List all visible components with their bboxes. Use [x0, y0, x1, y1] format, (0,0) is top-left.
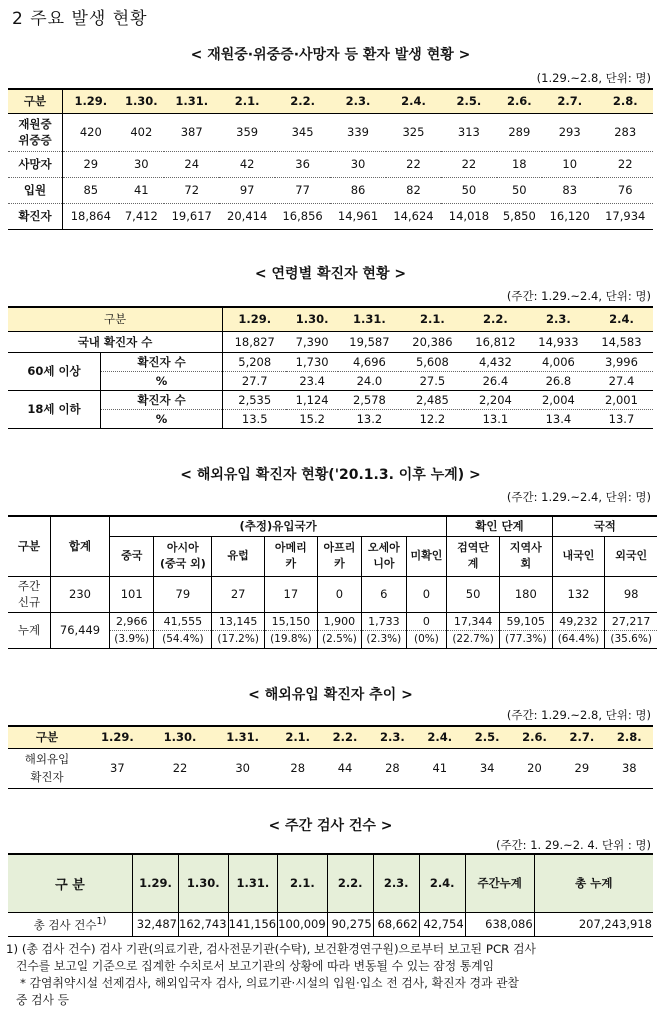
value-cell: 50 [441, 177, 496, 203]
row-label: 국내 확진자 수 [8, 331, 223, 352]
header-cell: 총 누계 [534, 854, 653, 912]
footnotes [6, 941, 536, 1009]
value-cell: 1,730 [286, 352, 338, 371]
value-cell: (2.3%) [362, 630, 406, 648]
value-cell: 79 [154, 576, 212, 612]
footnote-line-1: 1) (총 검사 건수) 검사 기관(의료기관, 검사전문기관(수탁), 보건환경연구원)으로부터 보고된 PCR 검사 [6, 942, 536, 956]
value-cell: 14,583 [590, 331, 653, 352]
value-cell: 17,934 [605, 209, 646, 223]
row-label: 해외유입 확진자 [24, 752, 70, 784]
value-cell: 100,009 [278, 912, 328, 936]
table4-unit: (주간: 1.29.~2.8, 단위: 명) [506, 708, 651, 722]
table5-unit: (주간: 1. 29.~2. 4. 단위 : 명) [495, 838, 651, 852]
header-cell: 확인 단계 [447, 516, 552, 536]
header-cell: 2.5. [441, 89, 496, 113]
value-cell: 18 [497, 151, 542, 177]
table-row [8, 748, 653, 788]
row-label: 재원중 위중증 [8, 113, 63, 151]
value-cell: 85 [63, 177, 119, 203]
value-cell: 402 [119, 113, 164, 151]
header-cell: 내국인 [552, 536, 605, 576]
header-cell: 1.30. [286, 307, 338, 331]
domestic-row [8, 331, 653, 352]
value-cell: 32,487 [133, 912, 179, 936]
value-cell: 13.2 [356, 411, 383, 426]
value-cell: 5,208 [223, 352, 287, 371]
value-cell: 17 [265, 576, 318, 612]
value-cell: 207,243,918 [578, 917, 652, 931]
value-cell: 83 [542, 177, 597, 203]
value-cell: 6 [362, 576, 406, 612]
header-cell: 2.3. [369, 726, 416, 748]
row-label: 사망자 [8, 151, 63, 177]
header-cell: 중국 [110, 536, 154, 576]
header-cell: 유럽 [212, 536, 265, 576]
header-cell: 아메리 카 [265, 536, 318, 576]
header-cell: 2.8. [597, 89, 653, 113]
header-cell: 지역사 회 [499, 536, 552, 576]
value-cell: 387 [164, 113, 219, 151]
value-cell: 50 [447, 576, 500, 612]
value-cell: (35.6%) [610, 633, 652, 645]
value-cell: 86 [330, 177, 385, 203]
header-cell: 구 분 [8, 854, 133, 912]
row-label: 주간 신규 [8, 576, 51, 612]
value-cell: (3.9%) [110, 630, 154, 648]
imported-trend-table [8, 725, 653, 789]
header-row-1 [8, 516, 657, 536]
cumulative-row [8, 612, 657, 630]
value-cell: 27.4 [590, 371, 653, 390]
table-row [8, 113, 653, 151]
value-cell: 14,933 [527, 331, 590, 352]
table5-title: < 주간 검사 건수 > [268, 818, 393, 834]
value-cell: 13.1 [482, 411, 509, 426]
value-cell: 59,105 [499, 612, 552, 630]
value-cell: 27.5 [401, 371, 464, 390]
value-cell: 22 [386, 151, 441, 177]
header-cell: 2.3. [373, 854, 419, 912]
value-cell: 82 [386, 177, 441, 203]
value-cell: 1,900 [317, 612, 361, 630]
value-cell: (77.3%) [499, 630, 552, 648]
value-cell: 24 [164, 151, 219, 177]
header-cell: 2.6. [497, 89, 542, 113]
header-cell: 1.31. [164, 89, 219, 113]
value-cell: (2.5%) [317, 630, 361, 648]
value-cell: 72 [164, 177, 219, 203]
value-cell: 12.2 [419, 411, 446, 426]
value-cell: 4,696 [338, 352, 401, 371]
value-cell: 132 [552, 576, 605, 612]
value-cell: 41 [432, 761, 448, 775]
value-cell: 27.7 [223, 371, 287, 390]
value-cell: 1,124 [286, 390, 338, 409]
cases-row [8, 390, 653, 409]
value-cell: 50 [497, 177, 542, 203]
value-cell: 90,275 [327, 912, 373, 936]
value-cell: 289 [497, 113, 542, 151]
header-cell: 구분 [8, 307, 223, 331]
value-cell: 101 [110, 576, 154, 612]
value-cell: 3,996 [590, 352, 653, 371]
header-cell: 2.7. [558, 726, 605, 748]
value-cell: 30 [235, 761, 250, 775]
row-label: 확진자 수 [101, 352, 223, 371]
header-cell: 1.31. [211, 726, 274, 748]
value-cell: 638,086 [465, 912, 534, 936]
value-cell: (17.2%) [212, 630, 265, 648]
table-row [8, 177, 653, 203]
value-cell: 76 [597, 177, 653, 203]
value-cell: 30 [119, 151, 164, 177]
value-cell: 18,827 [223, 331, 287, 352]
table4-title: < 해외유입 확진자 추이 > [248, 687, 413, 703]
header-cell: 주간누계 [465, 854, 534, 912]
value-cell: 5,850 [502, 209, 536, 223]
value-cell: 18,864 [70, 209, 111, 223]
header-cell: 구분 [8, 726, 86, 748]
row-label: 확진자 수 [101, 390, 223, 409]
value-cell: 7,390 [286, 331, 338, 352]
value-cell: 13,145 [212, 612, 265, 630]
value-cell: 0 [317, 576, 361, 612]
header-cell: 아시아 (중국 외) [154, 536, 212, 576]
header-cell: 외국인 [605, 536, 657, 576]
value-cell: 97 [219, 177, 274, 203]
header-cell: 1.30. [179, 854, 229, 912]
value-cell: 2,204 [464, 390, 527, 409]
value-cell: 42,754 [419, 912, 465, 936]
value-cell: 17,344 [447, 612, 500, 630]
value-cell: 22 [441, 151, 496, 177]
header-cell: 1.31. [338, 307, 401, 331]
value-cell: (22.7%) [447, 630, 500, 648]
header-cell: 2.4. [416, 726, 463, 748]
pct-row [8, 371, 653, 390]
header-cell: 2.2. [464, 307, 527, 331]
value-cell: 76,449 [51, 612, 110, 648]
table1-unit: (1.29.~2.8, 단위: 명) [536, 71, 651, 85]
value-cell: 49,232 [552, 612, 605, 630]
value-cell: 19,587 [338, 331, 401, 352]
value-cell: 1,733 [362, 612, 406, 630]
value-cell: 22 [597, 151, 653, 177]
header-cell: 1.29. [133, 854, 179, 912]
value-cell: 42 [219, 151, 274, 177]
header-row [8, 726, 653, 748]
value-cell: 2,578 [338, 390, 401, 409]
header-cell: 2.7. [542, 89, 597, 113]
value-cell: 230 [51, 576, 110, 612]
value-cell: 2,485 [401, 390, 464, 409]
table-row [8, 203, 653, 229]
table2-title: < 연령별 확진자 현황 > [254, 266, 407, 282]
header-cell: 1.29. [223, 307, 287, 331]
value-cell: 359 [219, 113, 274, 151]
header-cell: 검역단 계 [447, 536, 500, 576]
value-cell: 44 [337, 761, 353, 775]
header-cell: 국적 [552, 516, 657, 536]
row-label: 입원 [8, 177, 63, 203]
header-cell: 합계 [51, 516, 110, 576]
value-cell: 420 [63, 113, 119, 151]
value-cell: 16,812 [464, 331, 527, 352]
table1-title: < 재원중·위중증·사망자 등 환자 발생 현황 > [190, 47, 471, 63]
value-cell: 13.7 [608, 411, 635, 426]
value-cell: 2,004 [527, 390, 590, 409]
header-cell: 2.4. [590, 307, 653, 331]
header-row [8, 854, 653, 912]
value-cell: 283 [597, 113, 653, 151]
header-cell: 오세아 니아 [362, 536, 406, 576]
value-cell: 38 [621, 761, 637, 775]
header-cell: 2.4. [419, 854, 465, 912]
value-cell: 325 [386, 113, 441, 151]
header-cell: 1.29. [63, 89, 119, 113]
row-label: 누계 [8, 612, 51, 648]
value-cell: 4,432 [464, 352, 527, 371]
section-heading: 2 주요 발생 현황 [12, 9, 148, 29]
row-label: 확진자 [8, 203, 63, 229]
value-cell: 26.4 [464, 371, 527, 390]
value-cell: 30 [330, 151, 385, 177]
row-label: % [101, 409, 223, 428]
value-cell: 0 [406, 576, 447, 612]
value-cell: 339 [330, 113, 385, 151]
header-cell: 2.3. [330, 89, 385, 113]
footnote-line-2: 건수를 보고일 기준으로 집계한 수치로서 보고기관의 상황에 따라 변동될 수 있는 잠정 통계임 [16, 959, 495, 973]
header-cell: 2.5. [463, 726, 510, 748]
header-cell: 구분 [8, 516, 51, 576]
value-cell: 34 [479, 761, 495, 775]
value-cell: 14,018 [448, 209, 490, 223]
footnote-line-4: 중 검사 등 [16, 993, 70, 1007]
value-cell: 293 [542, 113, 597, 151]
header-cell: 2.1. [401, 307, 464, 331]
header-cell: 1.29. [86, 726, 149, 748]
header-cell: (추정)유입국가 [110, 516, 447, 536]
value-cell: 7,412 [124, 209, 158, 223]
value-cell: 23.4 [286, 371, 338, 390]
value-cell: 10 [542, 151, 597, 177]
value-cell: 13.4 [545, 411, 572, 426]
header-cell: 2.1. [219, 89, 274, 113]
value-cell: 141,156 [228, 912, 278, 936]
value-cell: (54.4%) [154, 630, 212, 648]
value-cell: 2,535 [223, 390, 287, 409]
value-cell: 16,120 [549, 209, 590, 223]
value-cell: 20,386 [401, 331, 464, 352]
weekly-tests-table [8, 853, 653, 937]
value-cell: 15.2 [299, 411, 325, 426]
header-cell: 2.3. [527, 307, 590, 331]
value-cell: 5,608 [401, 352, 464, 371]
header-cell: 2.2. [327, 854, 373, 912]
value-cell: (0%) [406, 630, 447, 648]
value-cell: 41 [119, 177, 164, 203]
value-cell: 15,150 [265, 612, 318, 630]
value-cell: 19,617 [171, 209, 212, 223]
header-row [8, 89, 653, 113]
weekly-row [8, 576, 657, 612]
patient-status-table [8, 88, 653, 230]
value-cell: 180 [499, 576, 552, 612]
value-cell: 2,001 [590, 390, 653, 409]
value-cell: 37 [110, 761, 125, 775]
value-cell: 29 [574, 761, 590, 775]
value-cell: 14,624 [393, 209, 434, 223]
value-cell: 313 [441, 113, 496, 151]
value-cell: 24.0 [338, 371, 401, 390]
cases-row [8, 352, 653, 371]
header-cell: 구분 [8, 89, 63, 113]
value-cell: 77 [275, 177, 330, 203]
header-cell: 1.30. [149, 726, 212, 748]
table2-unit: (주간: 1.29.~2.4, 단위: 명) [506, 289, 651, 303]
value-cell: 41,555 [154, 612, 212, 630]
age-group-table [8, 306, 653, 429]
value-cell: 20,414 [227, 209, 268, 223]
header-cell: 1.31. [228, 854, 278, 912]
header-cell: 2.4. [386, 89, 441, 113]
value-cell: 27 [212, 576, 265, 612]
value-cell: 22 [172, 761, 188, 775]
table-row [8, 912, 653, 936]
value-cell: 28 [385, 761, 400, 775]
value-cell: 162,743 [179, 912, 229, 936]
table3-title: < 해외유입 확진자 현황('20.1.3. 이후 누계) > [180, 467, 481, 483]
value-cell: 4,006 [527, 352, 590, 371]
header-cell: 아프리 카 [317, 536, 361, 576]
value-cell: 28 [290, 761, 306, 775]
footnote-marker: 1) [96, 915, 107, 927]
value-cell: 98 [605, 576, 657, 612]
value-cell: 68,662 [373, 912, 419, 936]
header-cell: 2.8. [606, 726, 653, 748]
header-cell: 2.6. [511, 726, 558, 748]
header-cell: 2.2. [321, 726, 368, 748]
header-cell: 1.30. [119, 89, 164, 113]
value-cell: (64.4%) [552, 630, 605, 648]
value-cell: 27,217 [605, 612, 657, 630]
value-cell: 14,961 [337, 209, 379, 223]
pct-row [8, 409, 653, 428]
value-cell: 16,856 [282, 209, 323, 223]
value-cell: 29 [63, 151, 119, 177]
header-cell: 미확인 [406, 536, 447, 576]
table-row [8, 151, 653, 177]
row-label: 총 검사 건수$^{1)}$ [8, 912, 133, 936]
table3-unit: (주간: 1.29.~2.4, 단위: 명) [506, 490, 651, 504]
footnote-line-3: * 감염취약시설 선제검사, 해외입국자 검사, 의료기관·시설의 입원·입소 전 검사, 확진자 경과 관찰 [20, 976, 519, 990]
group-label: 18세 이하 [8, 390, 101, 428]
imported-cases-table [8, 515, 657, 649]
row-label: % [101, 371, 223, 390]
value-cell: 36 [275, 151, 330, 177]
header-row [8, 307, 653, 331]
value-cell: 26.8 [527, 371, 590, 390]
value-cell: 345 [275, 113, 330, 151]
value-cell: 0 [406, 612, 447, 630]
group-label: 60세 이상 [8, 352, 101, 390]
header-cell: 2.2. [275, 89, 330, 113]
header-cell: 2.1. [274, 726, 321, 748]
value-cell: 2,966 [110, 612, 154, 630]
value-cell: 20 [527, 761, 542, 775]
header-cell: 2.1. [278, 854, 328, 912]
value-cell: 13.5 [241, 411, 268, 426]
value-cell: (19.8%) [265, 630, 318, 648]
